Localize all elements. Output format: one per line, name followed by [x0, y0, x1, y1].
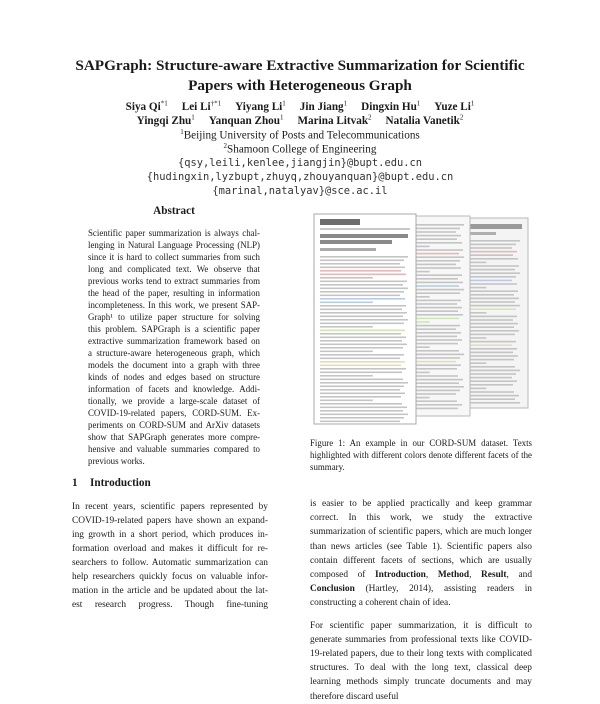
text-line-mark: [320, 284, 403, 286]
email-line-2[interactable]: {hudingxin,lyzbupt,zhuyq,zhouyanquan}@bupt.edu.cn: [146, 171, 454, 183]
author-name: [235, 101, 286, 113]
section-title: Introduction: [90, 477, 151, 489]
text-line-mark: [320, 375, 373, 377]
text-line-mark: [320, 302, 373, 304]
text-line-mark: [320, 379, 403, 381]
text-line-mark: [320, 323, 404, 325]
text-line: Graph¹ to utilize paper structure for solving: [88, 312, 260, 322]
text-line-mark: [320, 267, 405, 269]
text-line-mark: [320, 309, 402, 311]
author-name: [434, 101, 474, 113]
text-line-mark: [320, 263, 400, 265]
text-line-mark: [320, 386, 404, 388]
figure-1-illustration: [312, 212, 530, 432]
author-list-row-1: [40, 99, 560, 113]
author-name-text: Dingxin Hu: [361, 100, 417, 113]
text-line: periments on CORD-SUM and ArXiv datasets: [88, 420, 260, 430]
text-line: formation overload and makes it difficult for re-: [72, 544, 268, 554]
figure-1-caption: Figure 1: An example in our CORD-SUM dataset. Texts highlighted with different colors denote different facets of the summary.: [310, 438, 532, 472]
author-affiliation-mark: 1: [191, 113, 195, 121]
text-line: long and complicated text. We observe that: [88, 264, 260, 274]
text-line: ing growth in a short period, which produces in-: [72, 530, 268, 540]
text-line-mark: [320, 351, 373, 353]
text-line: a structure-aware heterogeneous graph, which: [88, 348, 260, 358]
text-line: COVID-19-related papers have shown an expand-: [72, 516, 268, 526]
affiliation-2-name: Shamoon College of Engineering: [227, 143, 377, 156]
text-line: searchers to follow. Automatic summarization can: [72, 558, 268, 568]
text-line-mark: [320, 414, 408, 416]
text-line-mark: [320, 393, 405, 395]
text-line: kinds of nodes and edges based on structure: [88, 372, 260, 382]
author-name-text: Yingqi Zhu: [136, 114, 192, 127]
text-line: extractive summarization framework based on: [88, 336, 260, 346]
author-affiliation-mark: 1: [470, 99, 475, 107]
text-line: the head of the paper, resulting in information: [88, 288, 260, 298]
text-line-mark: [320, 365, 401, 367]
affiliation-2-mark: 2: [223, 142, 228, 150]
text-line-mark: [320, 298, 405, 300]
author-affiliation-mark: 2: [459, 113, 464, 121]
email-line-1[interactable]: {qsy,leili,kenlee,jiangjin}@bupt.edu.cn: [178, 157, 422, 169]
author-name-text: Siya Qi: [125, 100, 161, 113]
text-line-mark: [320, 421, 400, 423]
facet-introduction: Introduction: [375, 570, 426, 581]
text-line: this problem. SAPGraph is a scientific paper: [88, 324, 260, 334]
author-affiliation-mark: *1: [160, 99, 168, 107]
abstract-heading: Abstract: [153, 205, 195, 217]
author-name: [298, 115, 372, 127]
section-number: 1: [72, 477, 78, 489]
text-line-mark: [320, 389, 400, 391]
right-column-body: [310, 497, 532, 704]
author-name: [361, 101, 420, 113]
facet-conclusion: Conclusion: [310, 584, 355, 595]
text-line: previous works.: [88, 456, 145, 466]
text-line: est research progress. Though fine-tuning: [72, 600, 268, 610]
text-line: COVID-19-related papers, CORD-SUM. Ex-: [88, 408, 260, 418]
text-line-mark: [320, 344, 407, 346]
text-line-mark: [320, 354, 404, 356]
facet-method: Method: [437, 570, 470, 581]
right-paragraph-1-end: (Hartley, 2014), assisting readers in constructing a coherent chain of idea.: [310, 584, 532, 609]
text-line-mark: [320, 340, 402, 342]
affiliation-1: [40, 128, 560, 142]
text-line-mark: [320, 417, 404, 419]
text-line-mark: [320, 358, 400, 360]
author-name: [386, 115, 464, 127]
text-line-mark: [320, 372, 402, 374]
text-line-mark: [320, 326, 373, 328]
text-line-mark: [320, 270, 401, 272]
text-line: previous works tend to extract summaries from: [88, 276, 260, 286]
text-line-mark: [320, 274, 406, 276]
right-paragraph-1-text: is easier to be applied practically and keep grammar correct. In this work, we study the extractive summarization of scientific papers, which are much longer than news articles (see Table 1). Scientific papers also contain different facets of sections, which are usually composed of: [310, 499, 532, 581]
author-name: [126, 101, 168, 113]
text-line-mark: [320, 291, 404, 293]
author-name-text: Yuze Li: [434, 100, 471, 113]
text-line-mark: [320, 295, 400, 297]
author-name: [137, 115, 195, 127]
right-paragraph-2: For scientific paper summarization, it is difficult to generate summaries from professional texts like COVID-19-related papers, due to their long texts with complicated structures. To deal with the long text, classical deep learning methods simply truncate documents and may therefore discard useful: [310, 620, 532, 702]
text-line-mark: [320, 407, 407, 409]
text-line: mation in the article and be updated about the lat-: [72, 586, 268, 596]
text-line: hensive and valuable summaries compared to: [88, 444, 260, 454]
section-1-heading: [72, 477, 151, 489]
text-line-mark: [320, 288, 408, 290]
author-name-text: Marina Litvak: [297, 114, 369, 127]
introduction-body: [72, 500, 268, 612]
author-affiliation-mark: 1: [343, 99, 348, 107]
separator-3: , and: [506, 570, 533, 581]
text-line-mark: [320, 361, 405, 363]
author-name: [300, 101, 347, 113]
author-name-text: Jin Jiang: [299, 100, 344, 113]
separator-1: ,: [425, 570, 438, 581]
text-line-mark: [320, 330, 405, 332]
text-line-mark: [320, 368, 406, 370]
author-name: [209, 115, 284, 127]
paper-page-front-icon: [314, 214, 416, 424]
text-line: tionally, we provide a large-scale dataset of: [88, 396, 260, 406]
text-line: show that SAPGraph generates more compre-: [88, 432, 260, 442]
text-line-mark: [320, 410, 403, 412]
author-affiliation-mark: †*1: [210, 99, 222, 107]
affiliation-1-name: Beijing University of Posts and Telecommunications: [183, 129, 420, 142]
separator-2: ,: [469, 570, 482, 581]
text-line-mark: [320, 260, 404, 262]
author-list-row-2: [40, 113, 560, 127]
text-line-mark: [320, 256, 408, 258]
author-affiliation-mark: 2: [368, 113, 372, 121]
affiliation-2: [40, 142, 560, 156]
email-line-3[interactable]: {marinal,natalyav}@sce.ac.il: [212, 185, 388, 197]
author-name-text: Natalia Vanetik: [385, 114, 460, 127]
author-affiliation-mark: 1: [280, 113, 284, 121]
author-name-text: Yanquan Zhou: [208, 114, 280, 127]
text-line-mark: [320, 396, 401, 398]
text-line: models the document into a graph with three: [88, 360, 260, 370]
author-name-text: Lei Li: [181, 100, 211, 113]
paper-title: SAPGraph: Structure-aware Extractive Summarization for Scientific Papers with Heterogeneous Graph: [75, 57, 525, 94]
text-line-mark: [320, 312, 407, 314]
text-line-mark: [320, 277, 373, 279]
text-line-mark: [320, 319, 408, 321]
text-line: In recent years, scientific papers represented by: [72, 502, 268, 512]
affiliation-1-mark: 1: [180, 128, 184, 136]
abstract-body: [88, 227, 260, 467]
text-line-mark: [320, 382, 408, 384]
text-line-mark: [320, 403, 402, 405]
text-line-mark: [320, 347, 403, 349]
text-line-mark: [320, 333, 401, 335]
author-affiliation-mark: 1: [282, 99, 286, 107]
text-line-mark: [320, 281, 407, 283]
facet-result: Result: [481, 570, 507, 581]
figure-1-paper-preview: [312, 212, 530, 432]
text-line-mark: [320, 400, 373, 402]
text-line-mark: [320, 337, 406, 339]
author-affiliation-mark: 1: [416, 99, 421, 107]
text-line: information of facets and knowledge. Addi-: [88, 384, 260, 394]
author-name: [182, 101, 221, 113]
text-line-mark: [320, 316, 403, 318]
text-line: lenging in Natural Language Processing (NLP): [88, 240, 260, 250]
text-line: Scientific paper summarization is always chal-: [88, 228, 260, 238]
author-name-text: Yiyang Li: [235, 100, 283, 113]
text-line: since it is hard to collect summaries from such: [88, 252, 260, 262]
right-paragraph-1: [310, 497, 532, 611]
text-line-mark: [320, 305, 406, 307]
text-line: incompleteness. In this work, we present SAP-: [88, 300, 260, 310]
text-line: help researchers quickly focus on valuable infor-: [72, 572, 268, 582]
